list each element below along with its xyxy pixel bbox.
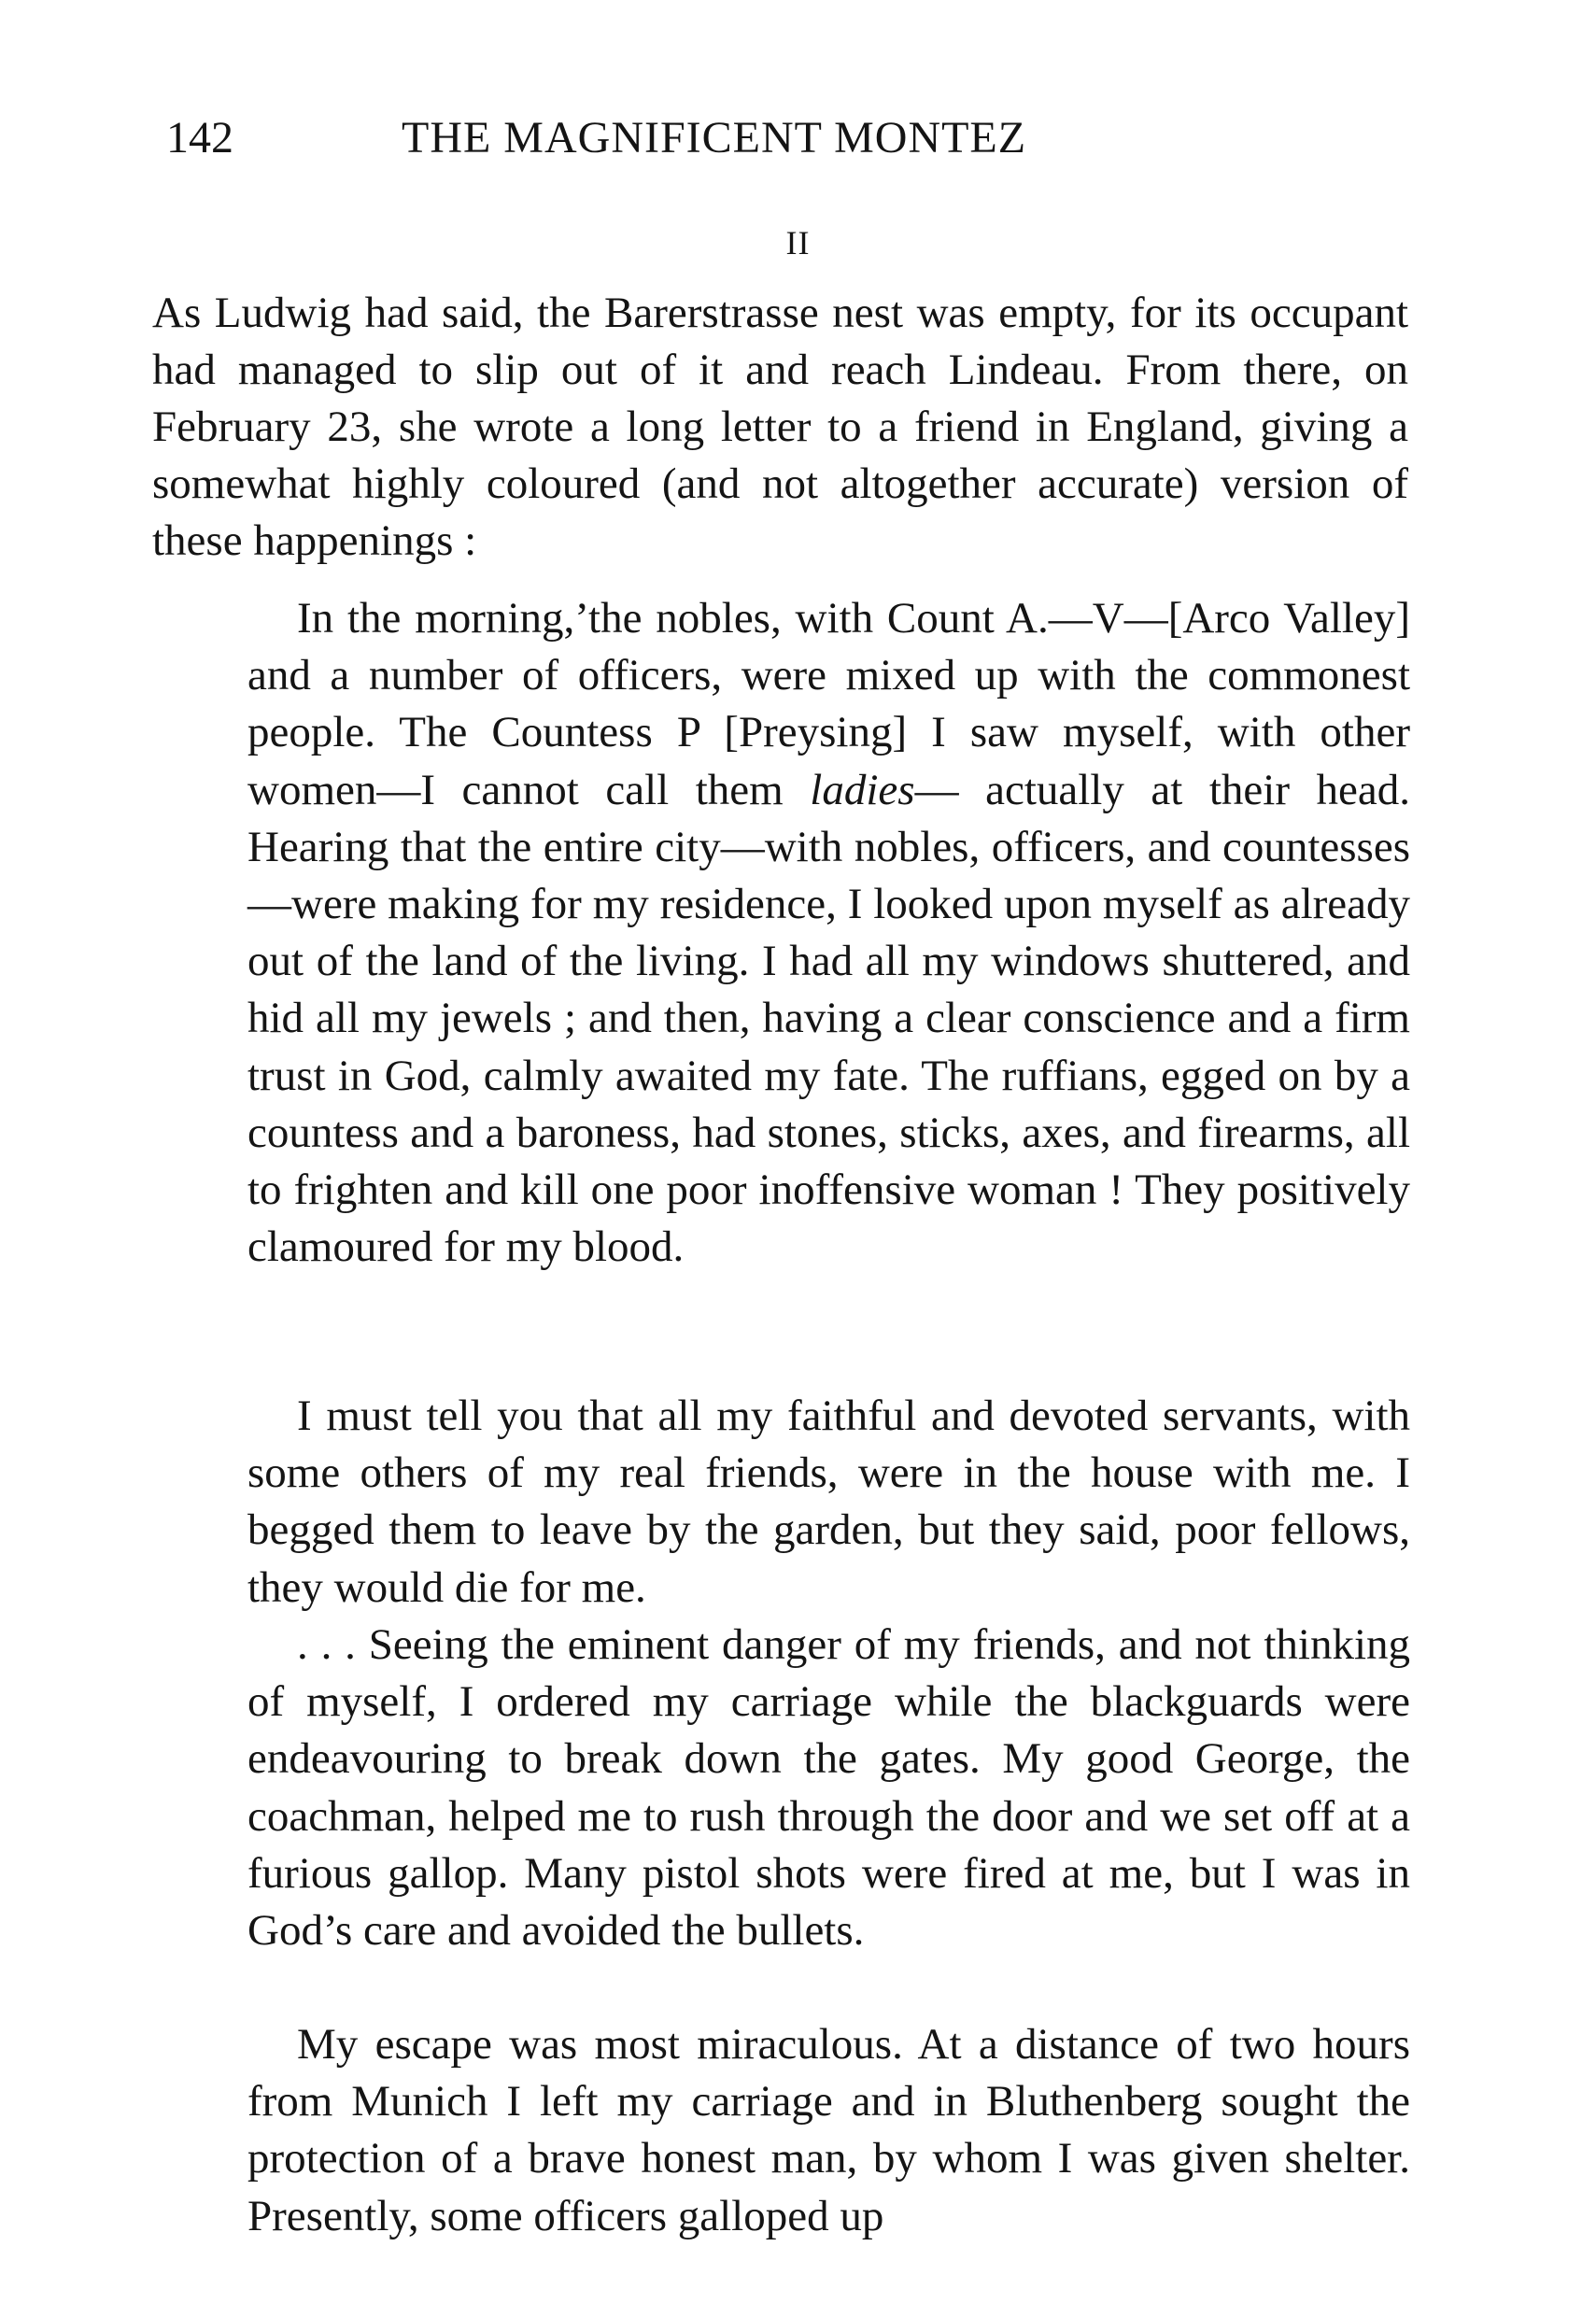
book-title: THE MAGNIFICENT MONTEZ	[402, 113, 1027, 162]
quote-text-after-emphasis: — actually at their head. Hearing that the entire city—with nobles, officers, and countesses—were making for my residence, I looked upon myself as already out of the land of the living. I had all my windows shuttered, and hid all my jewels ; and then, having a clear conscience and a firm trust in God, calmly awaited my fate. The ruffians, egged on by a countess and a baroness, had stones, sticks, axes, and firearms, all to frighten and kill one poor inoffensive woman ! They positively clamoured for my blood.	[247, 765, 1411, 1272]
quote-emphasis: ladies	[810, 765, 915, 814]
quote-paragraph-text	[247, 590, 1410, 1276]
intro-paragraph	[152, 285, 1408, 570]
quoted-letter-paragraph-3	[247, 1617, 1410, 1959]
quoted-letter-paragraph-2	[247, 1388, 1410, 1617]
running-head	[166, 110, 1418, 166]
section-number: II	[785, 224, 811, 261]
quoted-letter-paragraph-1	[247, 590, 1410, 1276]
quoted-letter-paragraph-4	[247, 2016, 1410, 2245]
page-number: 142	[166, 113, 233, 162]
quote-text-before-emphasis: In the morning,’the nobles, with Count A.—V—[Arco Valley] and a number of officers, were mixed up with the commonest people. The Countess P [Preysing] I saw myself, with other women—I cannot call them	[247, 594, 1410, 814]
quote-paragraph-text: I must tell you that all my faithful and devoted servants, with some others of my real friends, were in the house with me. I begged them to leave by the garden, but they said, poor fellows, they would die for me.	[247, 1392, 1410, 1612]
quote-paragraph-text: My escape was most miraculous. At a distance of two hours from Munich I left my carriage and in Bluthenberg sought the protection of a brave honest man, by whom I was given shelter. Presently, some officers galloped up	[247, 2020, 1410, 2240]
intro-paragraph-text: As Ludwig had said, the Barerstrasse nest was empty, for its occupant had managed to slip out of it and reach Lindeau. From there, on February 23, she wrote a long letter to a friend in England, giving a somewhat highly coloured (and not altogether accurate) version of these happenings :	[152, 289, 1408, 565]
quote-paragraph-text: . . . Seeing the eminent danger of my friends, and not thinking of myself, I ordered my carriage while the blackguards were endeavouring to break down the gates. My good George, the coachman, helped me to rush through the door and we set off at a furious gallop. Many pistol shots were fired at me, but I was in God’s care and avoided the bullets.	[247, 1620, 1410, 1956]
